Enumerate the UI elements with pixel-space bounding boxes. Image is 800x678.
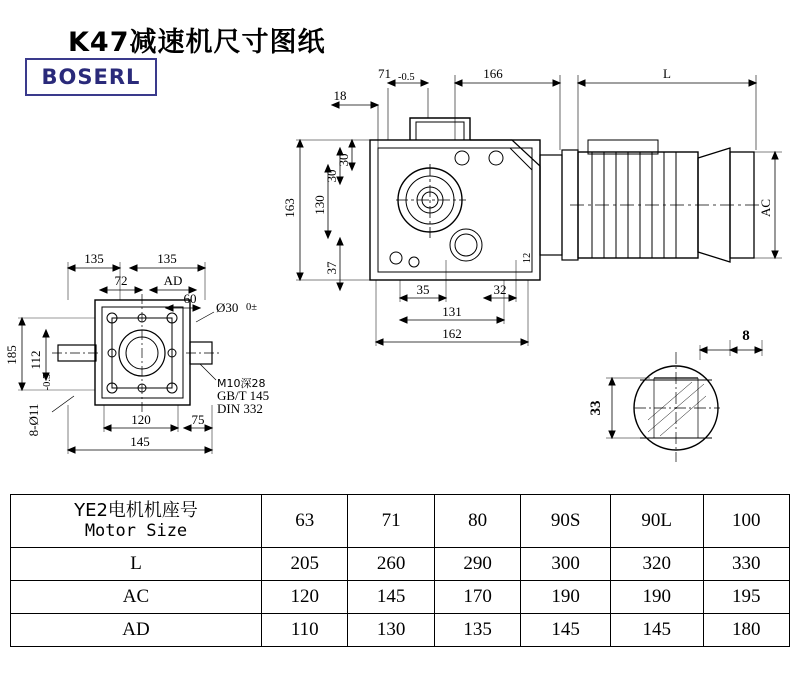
note-gbt: GB/T 145 xyxy=(217,388,270,403)
row-label-L: L xyxy=(11,548,262,581)
dim-131: 131 xyxy=(442,304,462,319)
cell-AD-90L: 145 xyxy=(610,614,703,647)
col-80: 80 xyxy=(434,495,520,548)
dim-72: 72 xyxy=(114,273,128,288)
header-motor-size xyxy=(11,495,262,548)
dim-30b: 30 xyxy=(324,169,339,183)
header-line-en: Motor Size xyxy=(84,520,188,541)
col-90L: 90L xyxy=(610,495,703,548)
table-row xyxy=(11,581,790,614)
cell-L-90S: 300 xyxy=(521,548,611,581)
dim-8-d11: 8-Ø11 xyxy=(26,403,41,437)
dim-71: 71 xyxy=(378,66,391,81)
dim-35: 35 xyxy=(416,282,430,297)
dim-130: 130 xyxy=(312,195,327,215)
cell-AC-80: 170 xyxy=(434,581,520,614)
dim-60: 60 xyxy=(183,291,197,306)
brand-logo: BOSERL xyxy=(41,65,141,89)
dim-185: 185 xyxy=(4,345,19,365)
dim-163: 163 xyxy=(282,198,297,218)
table-row xyxy=(11,548,790,581)
col-71: 71 xyxy=(348,495,434,548)
spec-table xyxy=(10,494,790,647)
dim-dia30-tol: 0± xyxy=(246,302,258,313)
cell-AC-63: 120 xyxy=(262,581,348,614)
cell-AD-100: 180 xyxy=(703,614,789,647)
cell-AC-90L: 190 xyxy=(610,581,703,614)
dim-162: 162 xyxy=(442,326,462,341)
dim-8: 8 xyxy=(742,328,750,344)
table-row xyxy=(11,614,790,647)
dim-120: 120 xyxy=(131,412,151,427)
dim-71-tol: -0.5 xyxy=(398,72,415,83)
note-m10: M10深28 xyxy=(217,377,266,390)
note-din: DIN 332 xyxy=(217,401,263,416)
cell-AC-90S: 190 xyxy=(521,581,611,614)
dim-135b: 135 xyxy=(157,251,177,266)
dim-145: 145 xyxy=(130,434,150,449)
cell-L-63: 205 xyxy=(262,548,348,581)
cell-L-80: 290 xyxy=(434,548,520,581)
dim-AC: AC xyxy=(758,198,773,218)
dim-18: 18 xyxy=(333,88,347,103)
cell-L-100: 330 xyxy=(703,548,789,581)
header-line-cn: YE2电机机座号 xyxy=(74,499,198,521)
table-header-row xyxy=(11,495,790,548)
dim-12: 12 xyxy=(522,252,533,264)
col-100: 100 xyxy=(703,495,789,548)
dim-112-tol: -0.5 xyxy=(42,373,53,391)
col-90S: 90S xyxy=(521,495,611,548)
dim-75: 75 xyxy=(191,412,205,427)
dim-135a: 135 xyxy=(84,251,104,266)
dim-L: L xyxy=(663,66,671,81)
dim-166: 166 xyxy=(483,66,503,81)
col-63: 63 xyxy=(262,495,348,548)
cell-AC-71: 145 xyxy=(348,581,434,614)
row-label-AD: AD xyxy=(11,614,262,647)
cell-AD-71: 130 xyxy=(348,614,434,647)
cell-AD-63: 110 xyxy=(262,614,348,647)
row-label-AC: AC xyxy=(11,581,262,614)
dim-30a: 30 xyxy=(336,153,351,167)
dim-112: 112 xyxy=(28,350,43,370)
dim-33: 33 xyxy=(588,400,604,416)
page-title: K47减速机尺寸图纸 xyxy=(68,27,326,58)
dim-32: 32 xyxy=(493,282,507,297)
cell-AD-80: 135 xyxy=(434,614,520,647)
dim-AD: AD xyxy=(163,273,183,288)
cell-L-90L: 320 xyxy=(610,548,703,581)
dim-dia30: Ø30 xyxy=(216,300,239,315)
dim-37: 37 xyxy=(324,261,339,275)
cell-AD-90S: 145 xyxy=(521,614,611,647)
cell-L-71: 260 xyxy=(348,548,434,581)
cell-AC-100: 195 xyxy=(703,581,789,614)
